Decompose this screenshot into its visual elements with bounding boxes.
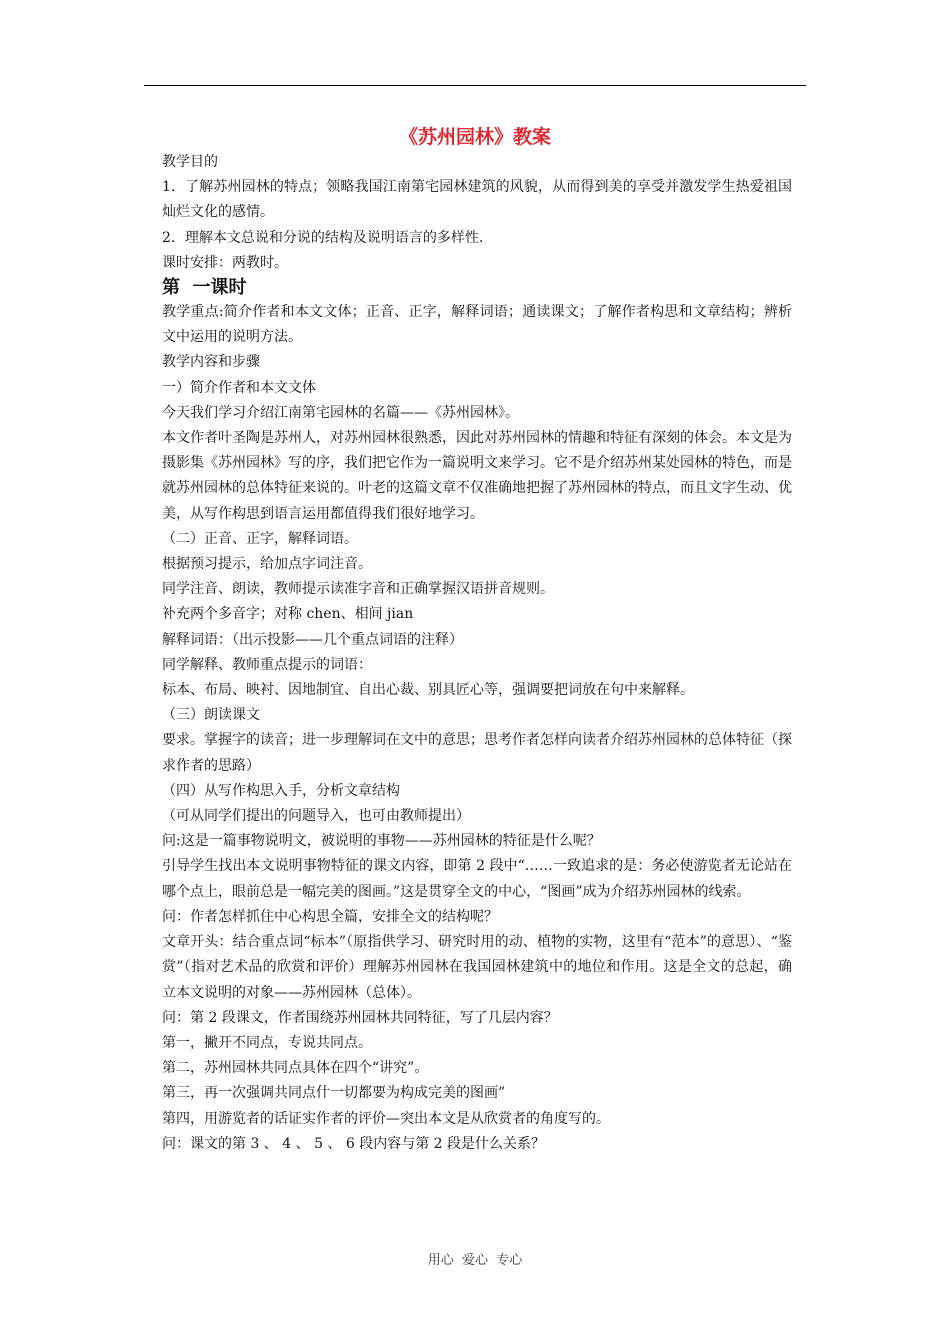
paragraph: 课时安排：两教时。 — [162, 254, 288, 271]
paragraph: 第一，撇开不同点，专说共同点。 — [162, 1034, 372, 1051]
paragraph: 标本、布局、映衬、因地制宜、自出心裁、别具匠心等，强调要把词放在句中来解释。 — [162, 682, 694, 699]
paragraph: 本文作者叶圣陶是苏州人，对苏州园林很熟悉，因此对苏州园林的情趣和特征有深刻的体会。本文是为摄影集《苏州园林》写的序，我们把它作为一篇说明文来学习。它不是介绍苏州某处园林的特色，而是就苏州园林的总体特征来说的。叶老的这篇文章不仅准确地把握了苏州园林的特点，而且文字生动、优美，从写作构思到语言运用都值得我们很好地学习。 — [162, 430, 792, 522]
paragraph: 教学目的 — [162, 154, 218, 170]
page-footer: 用心 爱心 专心 — [427, 1253, 523, 1268]
paragraph: 教学重点:简介作者和本文文体；正音、正字，解释词语；通读课文；了解作者构思和文章结构；辨析文中运用的说明方法。 — [162, 304, 792, 346]
document-body — [162, 150, 792, 1157]
paragraph: 第四，用游览者的话证实作者的评价—突出本文是从欣赏者的角度写的。 — [162, 1110, 610, 1127]
header-rule — [144, 85, 806, 86]
paragraph: （三）朗读课文 — [162, 707, 260, 724]
paragraph: 今天我们学习介绍江南第宅园林的名篇——《苏州园林》。 — [162, 404, 519, 421]
paragraph: 教学内容和步骤 — [162, 354, 260, 371]
paragraph: 问:这是一篇事物说明文，被说明的事物——苏州园林的特征是什么呢？ — [162, 833, 601, 850]
paragraph: 同学解释、教师重点提示的词语： — [162, 656, 372, 673]
paragraph: 第三，再一次强调共同点什一切都要为构成完美的图画” — [162, 1085, 506, 1102]
paragraph: 2．理解本文总说和分说的结构及说明语言的多样性. — [162, 229, 484, 246]
paragraph: 一）简介作者和本文文体 — [162, 379, 316, 396]
lesson-heading: 第 一课时 — [162, 277, 247, 299]
paragraph: 问：第 2 段课文，作者围绕苏州园林共同特征，写了几层内容？ — [162, 1009, 558, 1026]
paragraph: 同学注音、朗读，教师提示读准字音和正确掌握汉语拼音规则。 — [162, 581, 554, 598]
paragraph: 要求。掌握字的读音；进一步理解词在文中的意思；思考作者怎样向读者介绍苏州园林的总体特征（探求作者的思路） — [162, 732, 792, 774]
paragraph: 引导学生找出本文说明事物特征的课文内容，即第 2 段中“……一致追求的是：务必使游览者无论站在哪个点上，眼前总是一幅完美的图画。”这是贯穿全文的中心，“图画”成为介绍苏州园林的线索。 — [162, 858, 792, 900]
paragraph: 补充两个多音字；对称 chen、相间 jian — [162, 606, 414, 623]
document-title: 《苏州园林》教案 — [398, 126, 551, 148]
paragraph: 问：作者怎样抓住中心构思全篇，安排全文的结构呢？ — [162, 908, 498, 925]
paragraph: 文章开头：结合重点词“标本”（原指供学习、研究时用的动、植物的实物，这里有“范本”的意思）、“鉴赏”（指对艺术品的欣赏和评价）理解苏州园林在我国园林建筑中的地位和作用。这是全文的总起，确立本文说明的对象——苏州园林（总体）。 — [162, 934, 792, 1001]
paragraph: 问：课文的第 3 、 4 、 5 、 6 段内容与第 2 段是什么关系？ — [162, 1135, 546, 1152]
paragraph: （可从同学们提出的问题导入，也可由教师提出） — [162, 808, 470, 825]
paragraph: （二）正音、正字，解释词语。 — [162, 530, 358, 547]
paragraph: 解释词语：（出示投影——几个重点词语的注释） — [162, 631, 463, 648]
paragraph: 第二，苏州园林共同点具体在四个“讲究”。 — [162, 1060, 429, 1077]
paragraph: 1．了解苏州园林的特点；领略我国江南第宅园林建筑的风貌，从而得到美的享受并激发学生热爱祖国灿烂文化的感情。 — [162, 179, 792, 221]
paragraph: 根据预习提示，给加点字词注音。 — [162, 556, 372, 573]
paragraph: （四）从写作构思入手，分析文章结构 — [162, 782, 400, 799]
